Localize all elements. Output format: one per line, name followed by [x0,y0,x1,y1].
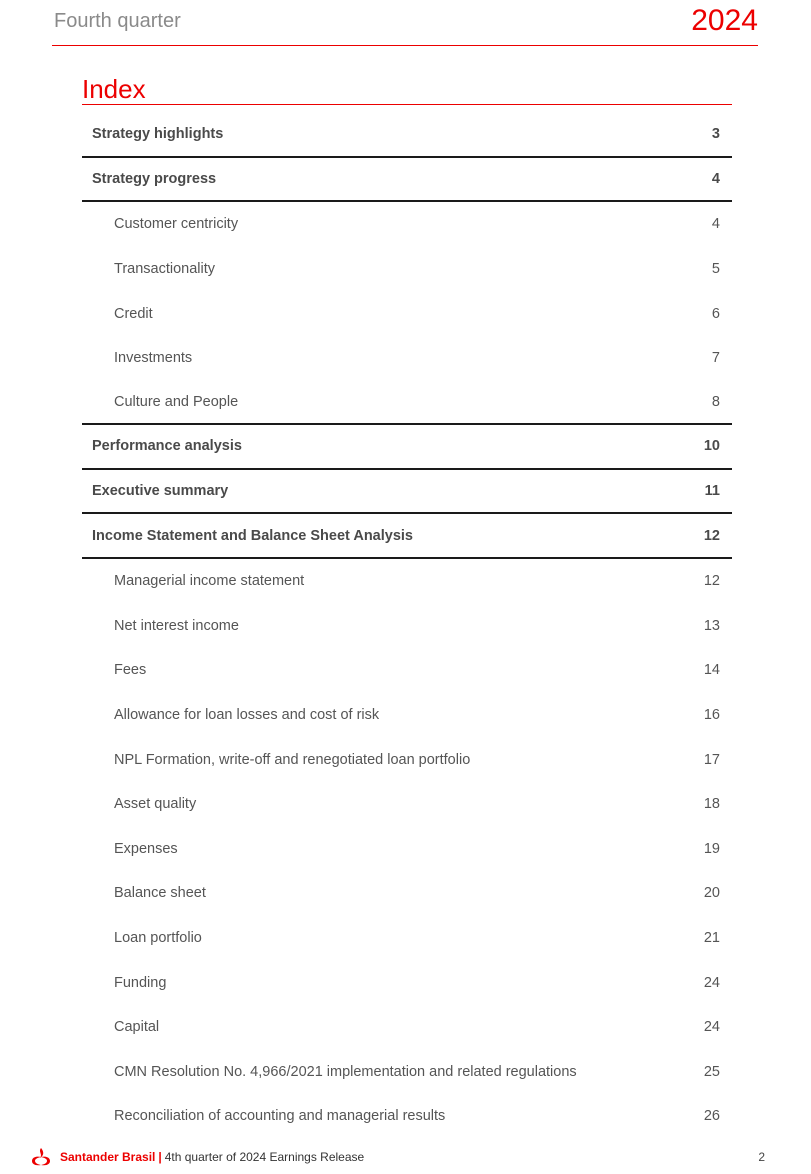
toc-subsection-row[interactable] [82,291,732,336]
toc-entry-label: Capital [114,1019,160,1036]
toc-subsection-row[interactable] [82,247,732,292]
toc-entry-label: Asset quality [114,796,197,813]
toc-subsection-row[interactable] [82,782,732,827]
toc-entry-page: 18 [703,796,720,813]
toc-entry-label: Balance sheet [114,885,206,902]
toc-subsection-row[interactable] [82,871,732,916]
toc-entry-label: Strategy highlights [92,126,224,143]
toc-entry-page: 25 [703,1063,720,1080]
toc-subsection-row[interactable] [82,559,732,604]
toc-entry-page: 4 [711,170,720,187]
toc-subsection-row[interactable] [82,648,732,693]
toc-entry-page: 12 [703,573,720,590]
toc-entry-label: Transactionality [114,261,216,278]
toc-entry-label: Customer centricity [114,216,239,233]
page-number: 2 [758,1150,765,1164]
toc-section-row[interactable] [82,425,732,470]
toc-entry-label: Allowance for loan losses and cost of risk [114,707,380,724]
toc-entry-page: 6 [711,305,720,322]
toc-entry-page: 13 [703,617,720,634]
toc-subsection-row[interactable] [82,737,732,782]
header-quarter: Fourth quarter [54,10,181,32]
toc-entry-page: 7 [711,350,720,367]
header-year: 2024 [691,4,758,37]
toc-entry-page: 14 [703,662,720,679]
toc-entry-label: Net interest income [114,617,239,634]
footer-brand: Santander Brasil [60,1150,156,1164]
toc-entry-label: Expenses [114,840,178,857]
toc-entry-page: 4 [711,216,720,233]
toc-section-row[interactable] [82,113,732,158]
toc-entry-page: 16 [703,707,720,724]
toc-entry-page: 24 [703,974,720,991]
toc-entry-label: Culture and People [114,393,239,410]
toc-section-row[interactable] [82,514,732,559]
toc-entry-label: Strategy progress [92,170,217,187]
footer-separator: | [158,1150,162,1164]
header-divider [52,45,758,46]
toc-entry-label: Funding [114,974,167,991]
toc-subsection-row[interactable] [82,827,732,872]
toc-entry-label: Investments [114,350,193,367]
toc-subsection-row[interactable] [82,1049,732,1094]
toc-entry-label: Managerial income statement [114,573,305,590]
toc-subsection-row[interactable] [82,1005,732,1050]
toc-entry-page: 5 [711,261,720,278]
toc-subsection-row[interactable] [82,916,732,961]
toc-entry-page: 26 [703,1108,720,1125]
toc-entry-page: 19 [703,840,720,857]
toc-subsection-row[interactable] [82,202,732,247]
toc-entry-page: 24 [703,1019,720,1036]
toc-entry-page: 11 [704,483,720,500]
toc-entry-page: 21 [703,929,720,946]
toc-entry-label: Reconciliation of accounting and managerial results [114,1108,446,1125]
toc-entry-label: Loan portfolio [114,929,202,946]
toc-entry-label: Income Statement and Balance Sheet Analysis [92,527,413,544]
toc-entry-page: 20 [703,885,720,902]
toc-subsection-row[interactable] [82,1094,732,1139]
toc-entry-label: Fees [114,662,147,679]
toc-entry-label: NPL Formation, write-off and renegotiated loan portfolio [114,751,471,768]
toc-entry-label: CMN Resolution No. 4,966/2021 implementation and related regulations [114,1063,577,1080]
toc-entry-page: 12 [703,527,720,544]
toc-section-row[interactable] [82,158,732,203]
toc-subsection-row[interactable] [82,960,732,1005]
toc-subsection-row[interactable] [82,381,732,426]
footer-release-title: 4th quarter of 2024 Earnings Release [164,1150,365,1164]
toc-subsection-row[interactable] [82,336,732,381]
table-of-contents [82,113,732,1139]
toc-entry-page: 8 [711,393,720,410]
toc-subsection-row[interactable] [82,693,732,738]
toc-entry-label: Executive summary [92,483,229,500]
toc-section-row[interactable] [82,470,732,515]
santander-flame-icon [30,1146,52,1168]
toc-entry-page: 10 [703,438,720,455]
toc-subsection-row[interactable] [82,604,732,649]
toc-entry-page: 17 [703,751,720,768]
index-title: Index [82,74,146,104]
toc-entry-page: 3 [711,126,720,143]
index-divider [82,104,732,105]
toc-entry-label: Performance analysis [92,438,242,455]
toc-entry-label: Credit [114,305,153,322]
footer [30,1146,364,1168]
